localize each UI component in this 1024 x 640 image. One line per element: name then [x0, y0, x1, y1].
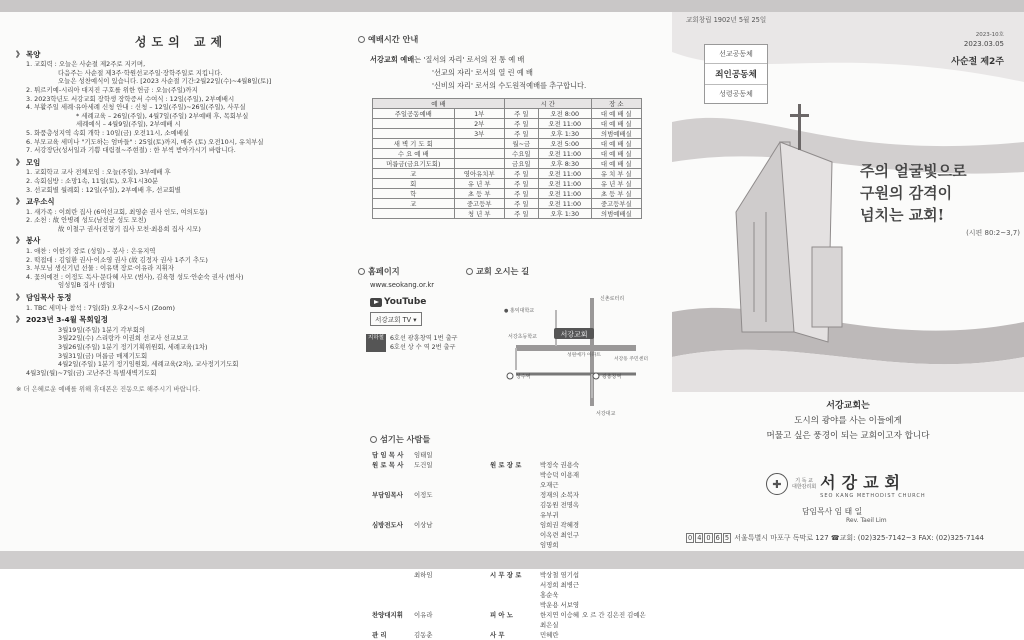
top-band [0, 0, 1024, 12]
notice-item: 7. 서강장단(성서일과 기쁨 대림절~주현절) : 한 부씩 받아가시기 바랍니다. [26, 146, 236, 155]
servant-name: 도건일 [414, 461, 433, 469]
logo-church-name-en: SEO KANG METHODIST CHURCH [820, 492, 926, 499]
schedule-row [373, 139, 642, 149]
servant-row [372, 450, 660, 460]
servant-name [582, 490, 660, 520]
community-sinner: 죄인공동체 [705, 64, 767, 85]
schedule-time: 오전 11:00 [538, 149, 591, 159]
servant-row [372, 600, 660, 610]
section-heading: 》 담임목사 동정 [16, 293, 72, 303]
community-mission: 선교공동체 [705, 45, 767, 64]
notice-item: 3월22일(수) 스리랑카 이권희 선교사 선교보고 [58, 334, 189, 343]
notice-item: 3월19일(주일) 1분기 각부회의 [58, 325, 146, 334]
slogan-line-2: 도시의 광야를 사는 이들에게 [794, 416, 902, 426]
cover-title-line-2: 구원의 감격이 [860, 184, 953, 202]
servant-name: 정재의 소복자 김동원 전명옥 유부귀 [540, 491, 580, 519]
homepage-link[interactable]: www.seokang.or.kr [370, 281, 435, 289]
notice-item: 4. 부활주일 세례·유아세례 신청 안내 : 신청 – 12일(주일)~26일(주일), 사무실 [26, 103, 246, 112]
schedule-day: 주 일 [504, 119, 538, 129]
schedule-time: 오후 1:30 [538, 209, 591, 219]
schedule-row [373, 169, 642, 179]
zip-digit: 5 [724, 534, 730, 542]
servant-name: 김동춘 [414, 631, 433, 639]
servant-role: 시 무 장 로 [490, 571, 522, 579]
schedule-group [373, 129, 455, 139]
logo-church-name: 서강교회 [820, 472, 906, 492]
servant-role: 심방전도사 [372, 521, 403, 529]
schedule-time: 오전 11:00 [538, 199, 591, 209]
youtube-logo [370, 297, 458, 307]
servant-name: 오 르 간 김은진 김예은 [582, 611, 646, 619]
fellowship-sections [16, 51, 346, 378]
church-emblem-icon: ✚ [766, 473, 788, 495]
servant-row [372, 460, 660, 490]
issue-number: 2023-10호 [975, 32, 1004, 38]
servant-name [582, 520, 660, 550]
schedule-place: 유 년 부 실 [591, 179, 641, 189]
schedule-place: 중고등부실 [591, 199, 641, 209]
table-header-row [373, 99, 642, 109]
schedule-group: 교 [373, 169, 455, 179]
circle-bullet-icon [358, 268, 365, 275]
servant-name: 임희권 곽혜경 이옥련 최인구 임명희 [540, 521, 580, 549]
map-heading-label: 교회 오시는 길 [476, 266, 530, 276]
schedule-time: 오전 11:00 [538, 179, 591, 189]
schedule-time: 오전 5:00 [538, 139, 591, 149]
map-label-bridge: 서강대교 [596, 411, 616, 417]
servant-name [582, 450, 660, 460]
intro-text: '선교의 자리' 로서의 열 린 예 배 [432, 68, 533, 77]
notice-item: 오늘은 성찬예식이 있습니다. [2023 사순절 기간:2월22일(수)~4월8일(토)] [58, 77, 272, 86]
youtube-channel-button[interactable]: 서강교회 TV ▾ [370, 312, 422, 326]
schedule-row [373, 179, 642, 189]
schedule-day: 주 일 [504, 169, 538, 179]
schedule-group: 교 [373, 199, 455, 209]
section-heading: 》 교우소식 [16, 197, 55, 207]
schedule-group: 수 요 예 배 [373, 149, 455, 159]
map-label-church: 서강교회 [560, 330, 588, 339]
worship-heading-label: 예배시간 안내 [368, 34, 419, 44]
servant-role: 찬양대지휘 [372, 611, 403, 619]
schedule-sub: 영아유치부 [454, 169, 504, 179]
servant-name: 이정도 [414, 491, 433, 499]
subway-line-1: 6호선 광흥창역 1번 출구 [389, 335, 458, 342]
schedule-sub [454, 139, 504, 149]
slogan-line-3: 머물고 싶은 풍경이 되는 교회이고자 합니다 [766, 431, 930, 441]
schedule-time: 오전 11:00 [538, 189, 591, 199]
section-heading: 》 봉사 [16, 236, 41, 246]
notice-item: 1. 새가족 : 이희란 집사 (6여선교회, 최영순 권사 인도, 여의도동) [26, 207, 208, 216]
servant-name [582, 630, 660, 640]
church-logo [766, 471, 966, 497]
notice-item: 4월3일(월)~7일(금) 고난주간 특별새벽기도회 [26, 368, 157, 377]
address-text: 서울특별시 마포구 독막로 127 ☎교회: (02)325-7142~3 FAX: (02)325-7144 [734, 534, 984, 542]
notice-item: 4. 꽃의예전 : 이정도 독사·문다혜 사모 (범사), 김육형 성도·안순숙 권사 (범사) [26, 272, 244, 281]
servants-block [370, 434, 660, 640]
church-slogan [672, 398, 1024, 441]
servants-list [372, 450, 660, 640]
cover-panel [672, 12, 1024, 551]
map-label-sangsu: 상수역 [516, 374, 531, 380]
worship-heading [358, 34, 658, 45]
servant-name [582, 570, 660, 600]
servant-name [452, 630, 488, 640]
community-spirit: 성령공동체 [719, 90, 753, 98]
schedule-place: 대 예 배 실 [591, 139, 641, 149]
circle-bullet-icon [370, 436, 377, 443]
liturgical-sunday: 사순절 제2주 [951, 57, 1004, 67]
servant-name [452, 520, 488, 550]
schedule-place: 대 예 배 실 [591, 119, 641, 129]
header-time: 시 간 [504, 99, 591, 109]
notice-item: * 세례교육 – 26일(주일), 4월7일(주일) 2부예배 후, 목회부실 [76, 111, 249, 120]
subway-info [366, 334, 458, 352]
schedule-sub: 청 년 부 [454, 209, 504, 219]
notice-item: 5. 화품층성지역 속회 개학 : 10일(금) 오전11시, 소예배실 [26, 128, 190, 137]
cover-title-line-1: 주의 얼굴빛으로 [860, 162, 967, 180]
servant-role [490, 520, 538, 550]
servants-heading-label: 섬기는 사람들 [380, 434, 431, 444]
circle-bullet-icon [466, 268, 473, 275]
notice-item: 2. 튀르키예-시리아 대지진 구호를 위한 헌금 : 오늘(주일)까지 [26, 85, 198, 94]
schedule-row [373, 129, 642, 139]
intro-line [370, 79, 658, 92]
schedule-row [373, 159, 642, 169]
schedule-day: 주 일 [504, 179, 538, 189]
schedule-row [373, 209, 642, 219]
servant-name [414, 600, 450, 610]
map-heading [466, 266, 529, 277]
schedule-row [373, 149, 642, 159]
notice-item: 1. TBC 세미나 참석 : 7일(화) 오후2시~5시 (Zoom) [26, 303, 175, 312]
servant-name: 이유라 [414, 611, 433, 619]
notice-item: 1. 교회력 : 오늘은 사순절 제2주로 지키며, [26, 60, 146, 69]
schedule-place: 유 치 부 실 [591, 169, 641, 179]
schedule-row [373, 119, 642, 129]
subway-sangsu-icon [507, 373, 513, 379]
notice-item: 1. 교회학교 교사 전체모임 : 오늘(주일), 3부예배 후 [26, 168, 171, 177]
schedule-row [373, 189, 642, 199]
schedule-sub [454, 149, 504, 159]
zip-digit: 6 [715, 534, 720, 542]
servant-name: 박상철 염기섭 서정희 최병근 홍순욱 [540, 571, 580, 599]
intro-text: 는 '질서의 자리' 로서의 전 통 예 배 [414, 55, 525, 64]
servants-heading [370, 434, 660, 444]
section-heading: 》 목양 [16, 49, 41, 59]
church-location-map [496, 290, 654, 422]
schedule-row [373, 109, 642, 119]
servant-name [452, 570, 488, 600]
schedule-group [373, 119, 455, 129]
servant-role: 원 로 목 사 [372, 461, 404, 469]
schedule-day: 주 일 [504, 109, 538, 119]
schedule-day: 주 일 [504, 209, 538, 219]
notice-item: 2. 속회심방 : 소망1속, 11일(토), 오후1시30분 [26, 176, 159, 185]
logo-small-1: 기 독 교 [795, 478, 813, 484]
youtube-play-icon [370, 298, 382, 307]
schedule-sub [454, 159, 504, 169]
community-box [704, 44, 768, 104]
map-label-gwang: 광흥창역 [602, 374, 622, 380]
servant-name: 임태일 [414, 451, 433, 459]
schedule-group [373, 209, 455, 219]
servant-role: 피 아 노 [490, 611, 513, 619]
map-label-school: 서강초등학교 [508, 334, 537, 340]
servant-name [582, 460, 660, 490]
schedule-time: 오전 11:00 [538, 169, 591, 179]
servant-role: 원 로 장 로 [490, 461, 522, 469]
servant-name [452, 460, 488, 490]
fellowship-panel [16, 35, 346, 538]
bottom-band [0, 551, 1024, 569]
notice-item: 3. 선교회별 월례회 : 12일(주일), 2부예배 후, 선교회별 [26, 185, 181, 194]
schedule-place: 의범예배실 [591, 209, 641, 219]
founded-date: 교회창립 1902년 5월 25일 [686, 16, 767, 24]
slogan-line-1: 서강교회는 [826, 401, 870, 411]
servant-role [490, 600, 538, 610]
map-label-sinchon: 신촌로터리 [600, 296, 625, 302]
schedule-place: 의범예배실 [591, 129, 641, 139]
homepage-block [358, 266, 458, 352]
servant-row [372, 630, 660, 640]
servant-name: 한지연 이승혜 최은실 [540, 611, 580, 629]
schedule-time: 오전 8:00 [538, 109, 591, 119]
pastor-name-en: Rev. Taeil Lim [846, 517, 887, 524]
servant-row [372, 490, 660, 520]
pastor-name: 담임목사 임 태 일 [802, 507, 863, 516]
notice-item: 3월26일(주일) 1분기 정기기획위원회, 세례교육(1차) [58, 343, 208, 351]
schedule-day: 수요일 [504, 149, 538, 159]
notice-item: 3. 2023학년도 서강교회 장학생 장학증서 수여식 : 12일(주일), 2부예배시 [26, 94, 235, 103]
notice-item: 3월31일(금) 머릅금 매제기도회 [58, 351, 148, 360]
schedule-place: 초 등 부 실 [591, 189, 641, 199]
church-address [686, 533, 984, 543]
circle-bullet-icon [358, 36, 365, 43]
schedule-place: 대 예 배 실 [591, 159, 641, 169]
servant-name [452, 450, 488, 460]
subway-gwang-icon [593, 373, 599, 379]
servant-role: 사 무 [490, 631, 505, 639]
schedule-day: 주 일 [504, 199, 538, 209]
homepage-heading-label: 홈페이지 [368, 266, 400, 276]
cover-title [860, 160, 1020, 238]
schedule-group: 머릅금(금요기도회) [373, 159, 455, 169]
zip-digit: 0 [688, 534, 693, 542]
schedule-group: 학 [373, 189, 455, 199]
schedule-row [373, 199, 642, 209]
servant-row [372, 520, 660, 550]
subway-line-2: 6호선 상 수 역 2번 출구 [389, 344, 456, 351]
issue-date: 2023.03.05 [963, 40, 1004, 48]
schedule-time: 오후 1:30 [538, 129, 591, 139]
cover-verse: (시편 80:2~3,7) [966, 229, 1020, 237]
notice-item: 2. 소천 : 故 안병례 성도(남선균 성도 모친) [26, 216, 147, 225]
schedule-day: 주 일 [504, 129, 538, 139]
subway-badge: 지하철 [366, 334, 386, 352]
notice-item: 2. 떡접대 : 김일환 권사·이소영 권사 (故 김정자 권사 1주기 추도) [26, 255, 208, 264]
servant-row [372, 570, 660, 600]
servant-name: 이상남 [414, 521, 433, 529]
servant-name [540, 450, 580, 460]
servant-role: 관 리 [372, 631, 387, 639]
schedule-sub: 유 년 부 [454, 179, 504, 189]
schedule-group: 새 벽 기 도 회 [373, 139, 455, 149]
servant-name: 박운용 서보영 [540, 601, 580, 609]
worship-schedule-table [372, 98, 642, 219]
youtube-label: YouTube [384, 297, 427, 307]
servant-row [372, 610, 660, 630]
section-heading: 》 2023년 3-4월 목회일정 [16, 315, 108, 325]
homepage-heading [358, 266, 458, 277]
header-worship: 예 배 [373, 99, 505, 109]
logo-small-2: 대한감리회 [792, 484, 817, 490]
schedule-sub: 2부 [454, 119, 504, 129]
worship-intro [370, 53, 658, 92]
servant-name [582, 600, 660, 610]
schedule-place: 대 예 배 실 [591, 109, 641, 119]
servant-role [490, 450, 538, 460]
zip-digit: 4 [697, 534, 702, 542]
notice-item: 다음주는 사순절 제3주·학원선교주일·장학주일로 지킵니다. [58, 68, 223, 77]
servant-role: 담 임 목 사 [372, 451, 404, 459]
servant-role [372, 600, 412, 610]
schedule-place: 대 예 배 실 [591, 149, 641, 159]
servant-role: 부담임목사 [372, 491, 403, 499]
intro-line [370, 53, 658, 66]
schedule-group: 주일공동예배 [373, 109, 455, 119]
servant-name [452, 610, 488, 630]
phone-note: ※ 더 은혜로운 예배를 위해 휴대폰은 진동으로 해주시기 바랍니다. [16, 385, 201, 394]
fellowship-title: 성도의 교제 [134, 35, 228, 49]
notice-item: 故 이철구 권사(진형기 집사 모친·최용희 집사 시모) [58, 224, 201, 233]
schedule-day: 주 일 [504, 189, 538, 199]
logo-denomination [792, 478, 816, 490]
servant-role [490, 490, 538, 520]
intro-line [370, 66, 658, 79]
schedule-sub: 3부 [454, 129, 504, 139]
map-label-hongik: ● 홍익대학교 [504, 308, 535, 314]
schedule-time: 오후 8:30 [538, 159, 591, 169]
worship-panel [358, 34, 658, 639]
schedule-time: 오전 11:00 [538, 119, 591, 129]
map-label-center: 서강동 주민센터 [614, 357, 648, 362]
intro-bold: 서강교회 예배 [370, 55, 415, 64]
zip-digit: 0 [706, 534, 711, 542]
schedule-day: 금요일 [504, 159, 538, 169]
notice-item: 4월2일(주일) 1분기 정기임원회, 세례교육(2차), 교사정기기도회 [58, 360, 239, 369]
header-place: 장 소 [591, 99, 641, 109]
intro-text: '신비의 자리' 로서의 수도원적예배를 추구합니다. [432, 81, 587, 90]
notice-item: 임성일B 집사 (생일) [58, 281, 115, 290]
servant-name: 최하임 [414, 571, 433, 579]
notice-item: 1. 애찬 : 이한기 장로 (성일) – 봉사 : 은유지역 [26, 247, 156, 256]
servant-role [372, 570, 412, 600]
schedule-day: 월~금 [504, 139, 538, 149]
servant-name: 박정숙 권용숙 박승덕 이용재 오재근 [540, 461, 580, 489]
cover-title-line-3: 넘치는 교회! [860, 206, 945, 224]
servant-name: 민혜란 [540, 631, 559, 639]
schedule-group: 회 [373, 179, 455, 189]
notice-item: 6. 부모교육 세미나 "기도하는 엄마들" : 25일(토)까지, 매주 (토) 오전10시, 유치부실 [26, 137, 264, 146]
map-label-seonyeong: 성원예가 아파트 [567, 353, 601, 358]
schedule-sub: 1부 [454, 109, 504, 119]
notice-item: 세례예식 – 4월9일(주일), 2부예배 시 [76, 120, 181, 129]
notice-item: 3. 부모님 생신기념 선물 : 이유택 장로·이유라 지휘자 [26, 264, 174, 273]
schedule-sub: 초 등 부 [454, 189, 504, 199]
schedule-sub: 중고등부 [454, 199, 504, 209]
section-heading: 》 모임 [16, 157, 41, 167]
servant-name [452, 490, 488, 520]
servant-name [452, 600, 488, 610]
